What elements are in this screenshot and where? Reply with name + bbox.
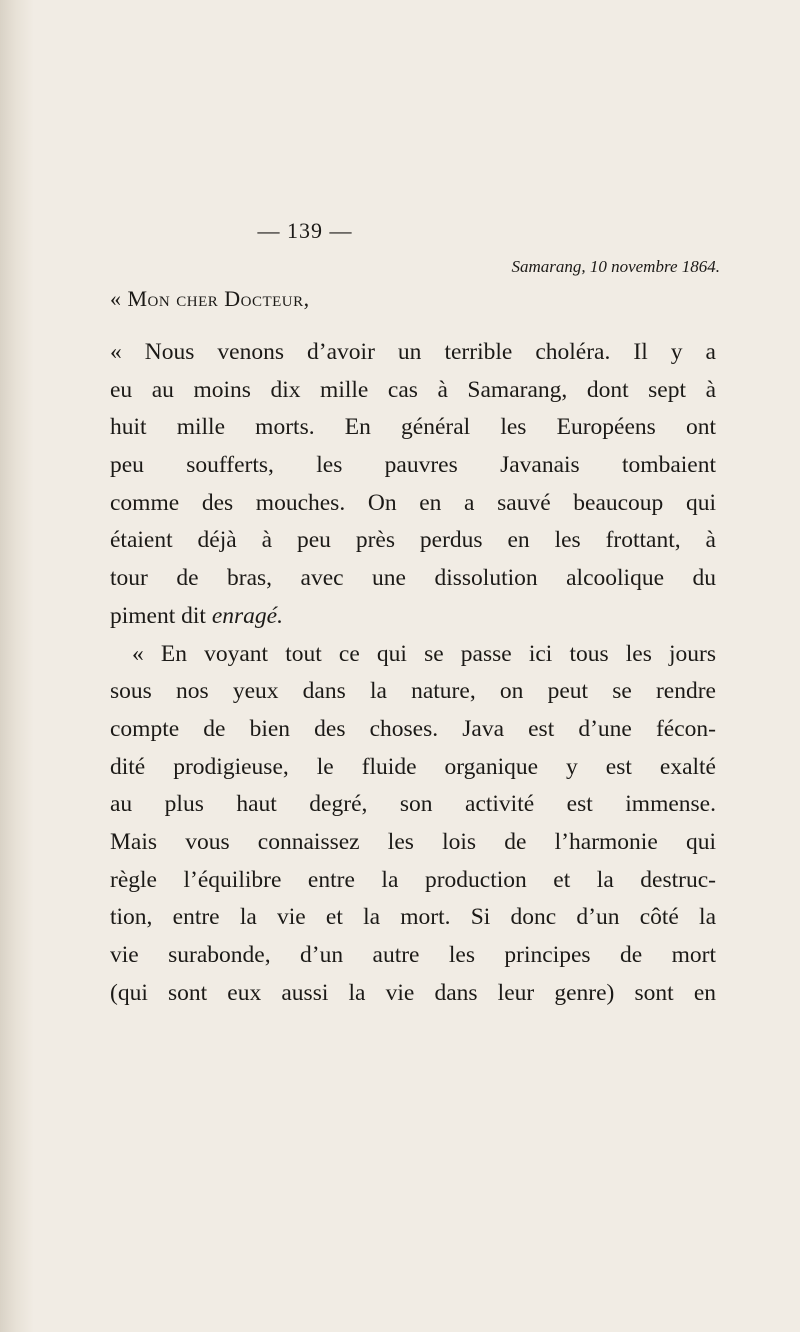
text-line: eu au moins dix mille cas à Samarang, dont sept à [110, 376, 716, 403]
text-line: « Nous venons d’avoir un terrible choléra. Il y a [110, 339, 716, 365]
text-fragment: piment dit [110, 602, 212, 629]
text-line: Mais vous connaissez les lois de l’harmonie qui [110, 828, 716, 855]
text-line: « En voyant tout ce qui se passe ici tous les jours [132, 640, 716, 667]
text-line: compte de bien des choses. Java est d’une fécon- [110, 715, 716, 742]
letter-dateline: Samarang, 10 novembre 1864. [511, 257, 720, 276]
text-line: dité prodigieuse, le fluide organique y est exalté [110, 753, 716, 780]
italic-word: enragé. [211, 602, 283, 629]
text-line: huit mille morts. En général les Européens ont [110, 414, 716, 441]
text-line: au plus haut degré, son activité est immense. [110, 791, 716, 818]
text-line: (qui sont eux aussi la vie dans leur genre) sont en [110, 979, 716, 1006]
text-line: sous nos yeux dans la nature, on peut se rendre [110, 678, 716, 705]
text-line: vie surabonde, d’un autre les principes de mort [110, 942, 716, 968]
text-line [110, 598, 716, 636]
letter-salutation: « Mon cher Docteur, [110, 286, 310, 311]
page-number: — 139 — [257, 218, 353, 243]
text-line: peu soufferts, les pauvres Javanais tombaient [110, 452, 716, 479]
letter-body [110, 334, 716, 1012]
text-line: règle l’équilibre entre la production et la destruc- [110, 866, 716, 893]
text-line: tion, entre la vie et la mort. Si donc d’un côté la [110, 904, 716, 931]
text-line: tour de bras, avec une dissolution alcoolique du [110, 565, 716, 592]
text-line: comme des mouches. On en a sauvé beaucoup qui [110, 489, 716, 516]
text-line: étaient déjà à peu près perdus en les frottant, à [110, 527, 716, 554]
